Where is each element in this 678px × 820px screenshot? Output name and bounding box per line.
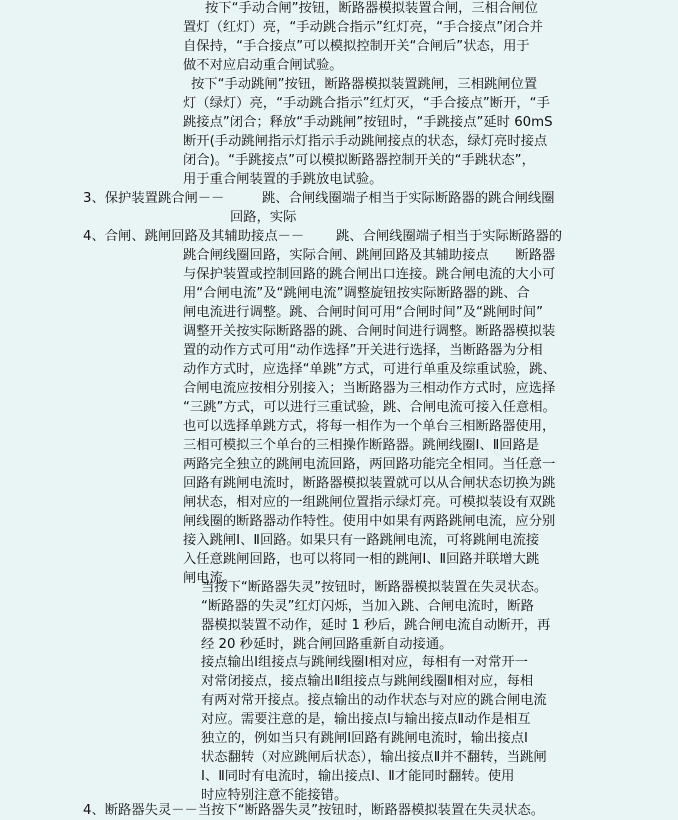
text-line: “三跳”方式，可以进行三重试验，跳、合闸电流可接入任意相。 — [183, 400, 556, 415]
text-line: 回路，实际 — [230, 210, 297, 225]
item-4-heading: 4、合闸、跳闸回路及其辅助接点－－ — [83, 229, 305, 244]
text-line: 也可以选择单跳方式，将每一相作为一个单台三相断路器使用， — [183, 419, 556, 434]
item-4-breaker-failure-heading: 4、断路器失灵－－当按下“断路器失灵”按钮时，断路器模拟装置在失灵状态。 — [83, 803, 545, 818]
text-line: 对应。需要注意的是，输出接点Ⅰ与输出接点Ⅱ动作是相互 — [201, 712, 531, 727]
text-line: 用于重合闸装置的手跳放电试验。 — [183, 172, 383, 187]
text-line: 有两对常开接点。接点输出的动作状态与对应的跳合闸电流 — [201, 693, 547, 708]
text-line: 状态翻转（对应跳闸后状态），输出接点Ⅱ并不翻转，当跳闸 — [201, 750, 547, 765]
text-line: 回路有跳闸电流时，断路器模拟装置就可以从合闸状态切换为跳 — [183, 476, 556, 491]
text-line: 与保护装置或控制回路的跳合闸出口连接。跳合闸电流的大小可 — [183, 267, 556, 282]
text-line: “断路器的失灵”红灯闪烁，当加入跳、合闸电流时，断路 — [201, 599, 534, 614]
text-line: 闸电流进行调整。跳、合闸时间可用“合闸时间”及“跳闸时间” — [183, 305, 543, 320]
text-line: 跳合闸线圈回路，实际合闸、跳闸回路及其辅助接点 断路器 — [183, 248, 556, 263]
text-line: 按下“手动跳闸”按钮，断路器模拟装置跳闸，三相跳闸位置 — [191, 77, 538, 92]
text-line: 经 20 秒延时，跳合闸回路重新自动接通。 — [201, 637, 453, 652]
text-line: Ⅰ、Ⅱ同时有电流时，输出接点Ⅰ、Ⅱ才能同时翻转。使用 — [201, 769, 515, 784]
text-line: 闸线圈的断路器动作特性。使用中如果有两路跳闸电流，应分别 — [183, 514, 556, 529]
text-line: 跳接点”闭合；释放“手动跳闸”按钮时，“手跳接点”延时 60mS — [183, 115, 553, 130]
text-line: 接入跳闸Ⅰ、Ⅱ回路。如果只有一路跳闸电流，可将跳闸电流接 — [183, 533, 540, 548]
text-line: 两路完全独立的跳闸电流回路，两回路功能完全相同。当任意一 — [183, 457, 556, 472]
text-line: 跳、合闸线圈端子相当于实际断路器的跳合闸线圈 — [262, 191, 555, 206]
text-line: 做不对应启动重合闸试验。 — [183, 58, 343, 73]
text-line: 断开(手动跳闸指示灯指示手动跳闸接点的状态，绿灯亮时接点 — [183, 134, 548, 149]
text-line: 调整开关按实际断路器的跳、合闸时间进行调整。断路器模拟装 — [183, 324, 556, 339]
text-line: 自保持，“手合接点”可以模拟控制开关“合闸后”状态，用于 — [183, 39, 530, 54]
text-line: 动作方式时，应选择“单跳”方式，可进行单重及综重试验，跳、 — [183, 362, 556, 377]
item-3-heading: 3、保护装置跳合闸－－ — [83, 191, 225, 206]
text-line: 按下“手动合闸”按钮，断路器模拟装置合闸，三相合闸位 — [205, 1, 538, 16]
text-line: 时应特别注意不能接错。 — [201, 788, 348, 803]
text-line: 用“合闸电流”及“跳闸电流”调整旋钮按实际断路器的跳、合 — [183, 286, 530, 301]
text-line: 当按下“断路器失灵”按钮时，断路器模拟装置在失灵状态。 — [201, 580, 548, 595]
text-line: 闭合)。“手跳接点”可以模拟断路器控制开关的“手跳状态”， — [183, 153, 535, 168]
text-line: 三相可模拟三个单台的三相操作断路器。跳闸线圈Ⅰ、Ⅱ回路是 — [183, 438, 540, 453]
text-line: 接点输出Ⅰ组接点与跳闸线圈Ⅰ相对应，每相有一对常开一 — [201, 655, 528, 670]
text-line: 对常闭接点，接点输出Ⅱ组接点与跳闸线圈Ⅱ相对应，每相 — [201, 674, 534, 689]
text-line: 跳、合闸线圈端子相当于实际断路器的 — [336, 229, 563, 244]
text-line: 独立的，例如当只有跳闸Ⅰ回路有跳闸电流时，输出接点Ⅰ — [201, 731, 528, 746]
text-line: 置的动作方式可用“动作选择”开关进行选择，当断路器为分相 — [183, 343, 543, 358]
text-line: 灯（绿灯）亮，“手动跳合指示”红灯灭，“手合接点”断开，“手 — [183, 96, 550, 111]
text-line: 器模拟装置不动作，延时 1 秒后，跳合闸电流自动断开，再 — [201, 618, 551, 633]
text-line: 置灯（红灯）亮，“手动跳合指示”红灯亮，“手合接点”闭合并 — [183, 20, 543, 35]
text-line: 闸状态，相对应的一组跳闸位置指示绿灯亮。可模拟装设有双跳 — [183, 495, 556, 510]
text-line: 合闸电流应按相分别接入；当断路器为三相动作方式时，应选择 — [183, 381, 556, 396]
text-line: 闸电流。 — [183, 571, 237, 586]
text-line: 入任意跳闸回路，也可以将同一相的跳闸Ⅰ、Ⅱ回路并联增大跳 — [183, 552, 540, 567]
